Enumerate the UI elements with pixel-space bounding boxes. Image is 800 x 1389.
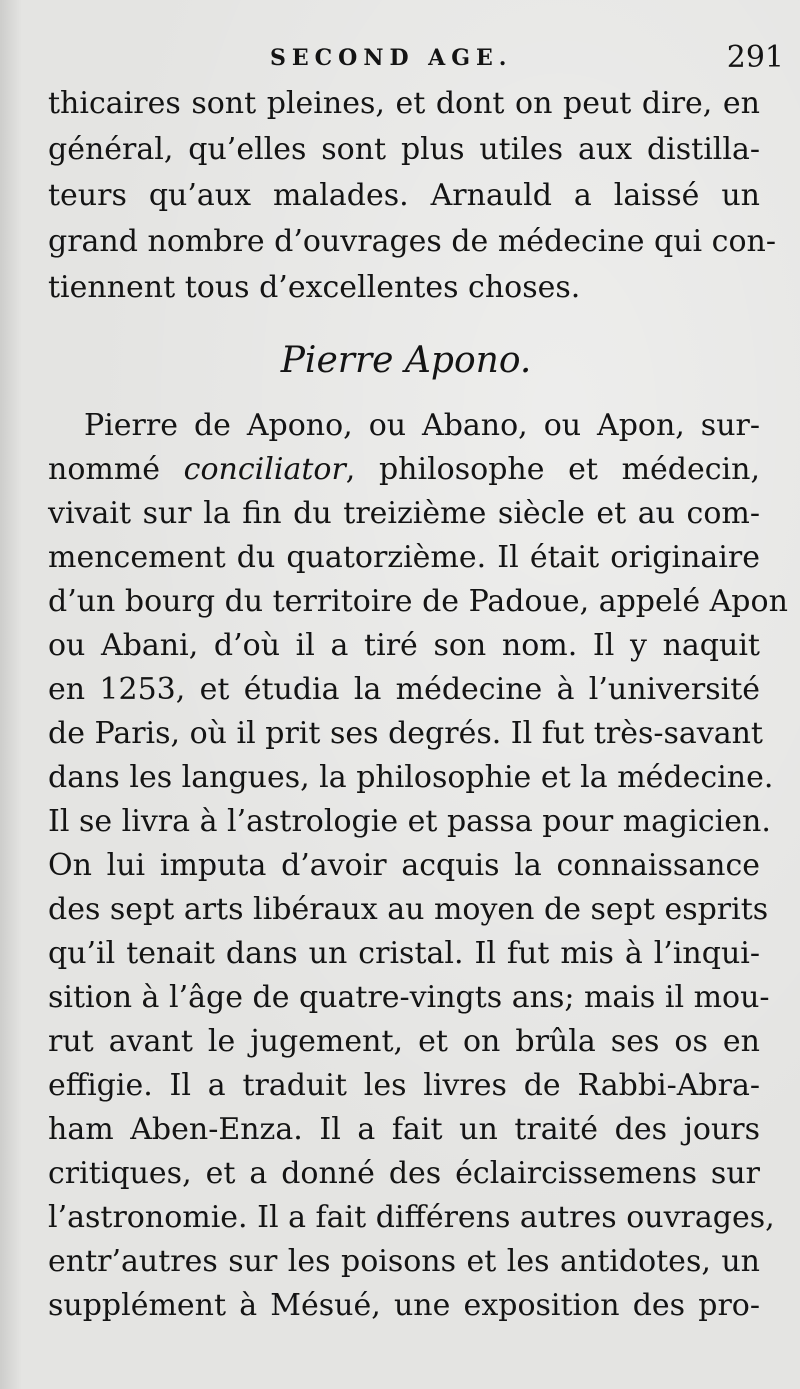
text-line: sition à l’âge de quatre-vingts ans; mais il mou- — [48, 980, 770, 1015]
text-segment: , philosophe et médecin, — [345, 452, 760, 487]
text-line: d’un bourg du territoire de Padoue, appelé Apon — [48, 584, 788, 619]
text-line: ham Aben-Enza. Il a fait un traité des jours — [48, 1112, 760, 1147]
text-line: Il se livra à l’astrologie et passa pour magicien. — [48, 804, 771, 839]
text-line: rut avant le jugement, et on brûla ses os en — [48, 1024, 760, 1059]
text-line: l’astronomie. Il a fait différens autres ouvrages, — [48, 1200, 775, 1235]
text-line: On lui imputa d’avoir acquis la connaissance — [48, 848, 760, 883]
section-heading — [0, 336, 800, 386]
text-line: Pierre de Apono, ou Abano, ou Apon, sur- — [84, 408, 760, 443]
text-line: entr’autres sur les poisons et les antidotes, un — [48, 1244, 760, 1279]
text-segment: nommé — [48, 452, 184, 487]
text-line: mencement du quatorzième. Il était originaire — [48, 540, 760, 575]
text-line: supplément à Mésué, une exposition des pro- — [48, 1288, 760, 1323]
running-head — [0, 38, 800, 78]
page-number: 291 — [726, 40, 784, 75]
text-line: tiennent tous d’excellentes choses. — [48, 270, 581, 305]
text-line: effigie. Il a traduit les livres de Rabbi-Abra- — [48, 1068, 760, 1103]
text-line: critiques, et a donné des éclaircissemens sur — [48, 1156, 760, 1191]
running-head-title: SECOND AGE. — [270, 45, 513, 71]
text-line: de Paris, où il prit ses degrés. Il fut très-savant — [48, 716, 763, 751]
text-line: général, qu’elles sont plus utiles aux distilla- — [48, 132, 760, 167]
text-line-with-italic — [48, 448, 760, 492]
text-line: qu’il tenait dans un cristal. Il fut mis à l’inqui- — [48, 936, 760, 971]
text-line: vivait sur la fin du treizième siècle et au com- — [48, 496, 760, 531]
section-heading-text: Pierre Apono. — [280, 340, 532, 381]
text-line: teurs qu’aux malades. Arnauld a laissé un — [48, 178, 760, 213]
text-line: grand nombre d’ouvrages de médecine qui con- — [48, 224, 776, 259]
text-line: thicaires sont pleines, et dont on peut dire, en — [48, 86, 760, 121]
italic-term: conciliator — [183, 452, 346, 487]
text-line: dans les langues, la philosophie et la médecine. — [48, 760, 774, 795]
text-line: en 1253, et étudia la médecine à l’université — [48, 672, 760, 707]
text-line: ou Abani, d’où il a tiré son nom. Il y naquit — [48, 628, 760, 663]
text-line: des sept arts libéraux au moyen de sept esprits — [48, 892, 769, 927]
